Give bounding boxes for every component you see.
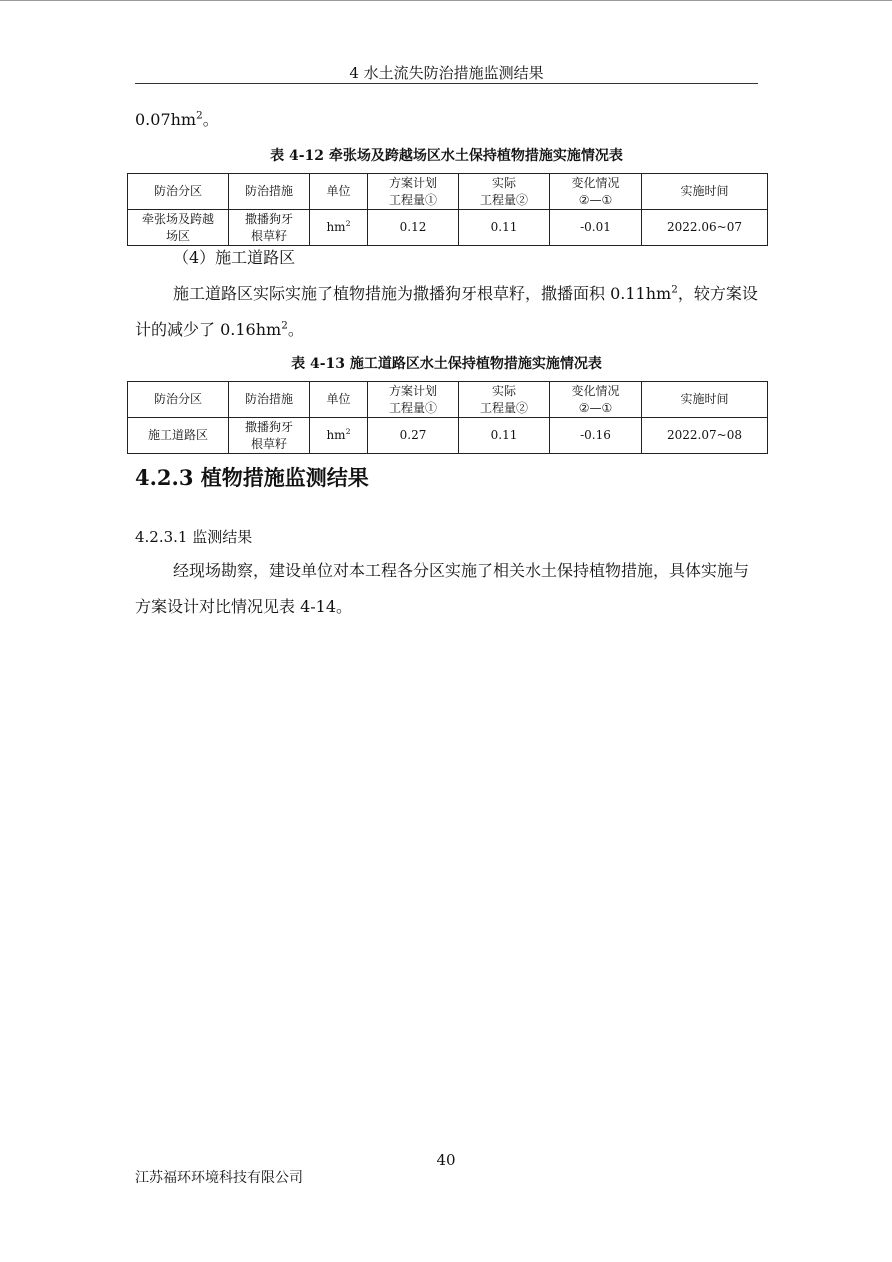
road-text-3: 。 [287,320,304,339]
cell-zone-line1: 牵张场及跨越 [141,211,214,226]
table-4-13 [127,381,768,454]
area-value: 0.07hm [135,110,197,129]
cell-unit-superscript: 2 [345,219,351,228]
cell-planned: 0.12 [368,210,459,246]
header-zone: 防治分区 [128,174,229,210]
cell-measure-line2: 根草籽 [250,228,287,243]
running-header: 4 水土流失防治措施监测结果 [349,64,544,82]
section-title: 4.2.3 植物措施监测结果 [135,465,369,490]
table-header-row [128,174,768,210]
header-change-line2: ②—① [578,400,613,415]
table-4-12 [127,173,768,246]
cell-actual: 0.11 [459,418,550,454]
header-actual-line2: 工程量② [479,192,528,207]
header-measure: 防治措施 [229,382,310,418]
subsection-heading: 4.2.3.1 监测结果 [135,528,253,546]
header-time: 实施时间 [642,382,768,418]
header-actual-line2: 工程量② [479,400,528,415]
table-row [128,418,768,454]
cell-change: -0.01 [550,210,642,246]
table-4-12-caption: 表 4-12 牵张场及跨越场区水土保持植物措施实施情况表 [270,148,623,164]
cell-unit-superscript: 2 [345,427,351,436]
cell-measure-line2: 根草籽 [250,436,287,451]
header-change [550,174,642,210]
header-planned-line1: 方案计划 [388,175,437,190]
header-planned [368,174,459,210]
header-unit: 单位 [310,382,368,418]
road-sup-1: 2 [671,283,678,296]
header-actual [459,382,550,418]
road-text-2: ，较方案设计的减少了 0.16hm [135,284,758,339]
cell-unit-text: hm [326,428,346,442]
cell-zone: 施工道路区 [128,418,229,454]
construction-road-paragraph [135,276,758,348]
page-number: 40 [436,1151,456,1169]
table-header-row [128,382,768,418]
header-actual [459,174,550,210]
company-name: 江苏福环环境科技有限公司 [135,1170,303,1186]
cell-zone-line2: 场区 [165,228,190,243]
cell-measure-line1: 撒播狗牙 [244,419,293,434]
header-zone: 防治分区 [128,382,229,418]
continued-paragraph [135,102,758,138]
header-actual-line1: 实际 [491,175,516,190]
header-change-line2: ②—① [578,192,613,207]
cell-change: -0.16 [550,418,642,454]
header-measure: 防治措施 [229,174,310,210]
summary-paragraph: 经现场勘察，建设单位对本工程各分区实施了相关水土保持植物措施，具体实施与方案设计对比情况见表 4-14。 [135,561,750,616]
header-planned-line2: 工程量① [388,400,437,415]
cell-planned: 0.27 [368,418,459,454]
page-top-rule [0,0,892,1]
road-sup-2: 2 [281,319,288,332]
cell-measure-line1: 撒播狗牙 [244,211,293,226]
cell-actual: 0.11 [459,210,550,246]
header-unit: 单位 [310,174,368,210]
area-superscript: 2 [196,109,203,122]
cell-unit-text: hm [326,220,346,234]
cell-time: 2022.06~07 [642,210,768,246]
road-text-1: 施工道路区实际实施了植物措施为撒播狗牙根草籽，撒播面积 0.11hm [173,284,672,303]
header-time: 实施时间 [642,174,768,210]
header-planned-line2: 工程量① [388,192,437,207]
punctuation: 。 [202,110,219,129]
cell-unit [310,418,368,454]
cell-time: 2022.07~08 [642,418,768,454]
table-4-13-caption: 表 4-13 施工道路区水土保持植物措施实施情况表 [291,356,602,372]
cell-measure [229,418,310,454]
header-change [550,382,642,418]
header-actual-line1: 实际 [491,383,516,398]
header-planned-line1: 方案计划 [388,383,437,398]
subheading-construction-road: （4）施工道路区 [173,248,296,267]
header-change-line1: 变化情况 [571,383,620,398]
header-change-line1: 变化情况 [571,175,620,190]
header-planned [368,382,459,418]
header-rule [135,83,758,84]
